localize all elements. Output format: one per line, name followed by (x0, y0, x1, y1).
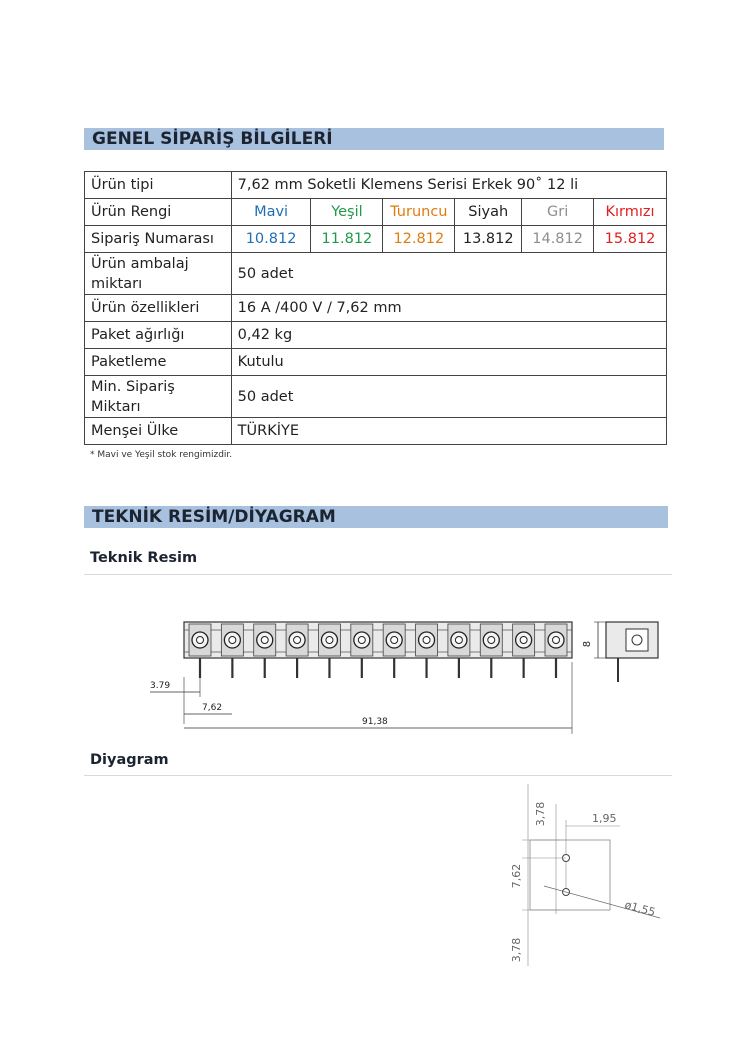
connector-pole (545, 624, 567, 678)
color-name-gray: Gri (522, 199, 594, 226)
min-order-value: 50 adet (231, 376, 666, 418)
divider (84, 574, 672, 575)
order-info-table (84, 171, 667, 445)
order-number-green: 11.812 (311, 226, 383, 253)
dim-pitch: 7,62 (202, 703, 223, 713)
packaging-qty-label (85, 253, 232, 295)
packing-label: Paketleme (85, 349, 232, 376)
pcb-diagram (500, 784, 670, 974)
diag-dim-hole: ø1,55 (623, 898, 657, 919)
connector-pole (286, 624, 308, 678)
table-row (85, 226, 667, 253)
section-header-technical (84, 506, 668, 528)
color-name-black: Siyah (455, 199, 522, 226)
connector-pole (480, 624, 502, 678)
table-row (85, 199, 667, 226)
technical-drawing-subtitle: Teknik Resim (90, 550, 198, 566)
connector-pole (254, 624, 276, 678)
min-order-label-line2: Miktarı (91, 398, 141, 415)
color-name-blue: Mavi (231, 199, 311, 226)
product-type-label: Ürün tipi (85, 172, 232, 199)
order-number-orange: 12.812 (383, 226, 455, 253)
connector-pole (189, 624, 211, 678)
stock-color-note: * Mavi ve Yeşil stok rengimizdir. (90, 450, 233, 460)
packaging-qty-label-line2: miktarı (91, 275, 143, 292)
connector-pole (351, 624, 373, 678)
diag-dim-top: 3,78 (534, 801, 547, 827)
features-value: 16 A /400 V / 7,62 mm (231, 295, 666, 322)
product-type-value: 7,62 mm Soketli Klemens Serisi Erkek 90˚ 12 li (231, 172, 666, 199)
order-number-gray: 14.812 (522, 226, 594, 253)
color-name-red: Kırmızı (594, 199, 667, 226)
table-row (85, 295, 667, 322)
diag-dim-pitch: 7,62 (510, 863, 523, 889)
weight-value: 0,42 kg (231, 322, 666, 349)
order-number-blue: 10.812 (231, 226, 311, 253)
table-row (85, 418, 667, 445)
connector-pole (318, 624, 340, 678)
diag-dim-bottom: 3,78 (510, 937, 523, 963)
min-order-label-line1: Min. Sipariş (91, 378, 175, 395)
section-title-technical: TEKNİK RESİM/DİYAGRAM (92, 507, 336, 527)
order-number-black: 13.812 (455, 226, 522, 253)
packaging-qty-value: 50 adet (231, 253, 666, 295)
order-number-red: 15.812 (594, 226, 667, 253)
dim-height: 8 (582, 640, 593, 648)
divider (84, 775, 672, 776)
min-order-label (85, 376, 232, 418)
connector-pole (448, 624, 470, 678)
dim-offset: 3.79 (150, 681, 171, 691)
origin-value: TÜRKİYE (231, 418, 666, 445)
connector-pole (221, 624, 243, 678)
origin-label: Menşei Ülke (85, 418, 232, 445)
color-label: Ürün Rengi (85, 199, 232, 226)
technical-drawing (140, 612, 670, 742)
dim-total: 91,38 (362, 717, 388, 727)
weight-label: Paket ağırlığı (85, 322, 232, 349)
features-label: Ürün özellikleri (85, 295, 232, 322)
table-row (85, 349, 667, 376)
connector-pole (383, 624, 405, 678)
table-row (85, 172, 667, 199)
section-title-general: GENEL SİPARİŞ BİLGİLERİ (92, 129, 333, 149)
table-row (85, 322, 667, 349)
diagram-subtitle: Diyagram (90, 752, 169, 768)
order-number-label: Sipariş Numarası (85, 226, 232, 253)
packaging-qty-label-line1: Ürün ambalaj (91, 255, 189, 272)
connector-pole (416, 624, 438, 678)
packing-value: Kutulu (231, 349, 666, 376)
section-header-general (84, 128, 664, 150)
table-row (85, 253, 667, 295)
diag-dim-offset: 1,95 (592, 812, 617, 825)
color-name-orange: Turuncu (383, 199, 455, 226)
connector-side-view (594, 622, 658, 682)
table-row (85, 376, 667, 418)
color-name-green: Yeşil (311, 199, 383, 226)
connector-pole (513, 624, 535, 678)
